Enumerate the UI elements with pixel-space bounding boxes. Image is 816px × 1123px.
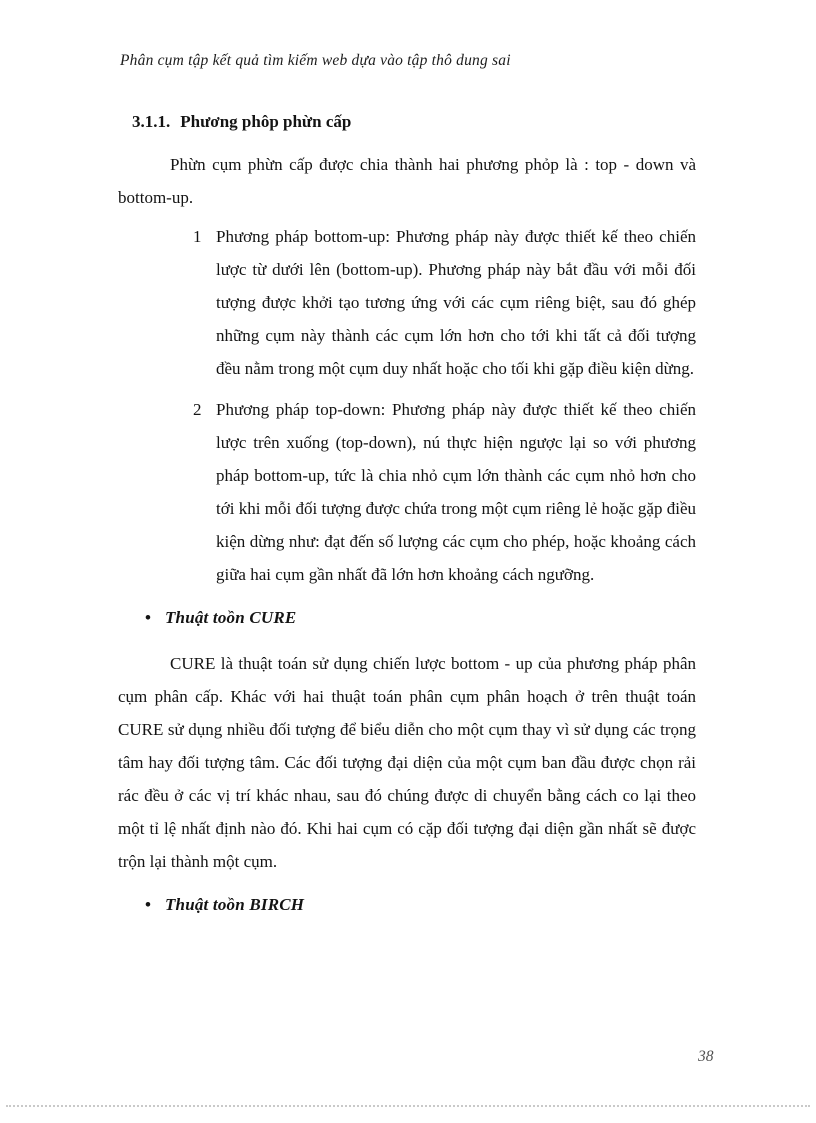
bullet-item (145, 605, 696, 631)
list-item-text: Phương pháp bottom-up: Phương pháp này được thiết kế theo chiến lược từ dưới lên (bottom-up). Phương pháp này bắt đầu với mỗi đối tượng được khởi tạo tương ứng với các cụm riêng biệt, sau đó ghép những cụm này thành các cụm lớn hơn cho tới khi tất cả đối tượng đều nằm trong một cụm duy nhất hoặc cho tối khi gặp điều kiện dừng. (216, 227, 696, 378)
bullet-icon: • (145, 608, 151, 627)
bullet-label: Thuật toồn CURE (164, 608, 297, 627)
list-item-number: 2 (193, 400, 202, 419)
section-number: 3.1.1. (132, 112, 171, 131)
list-item-text: Phương pháp top-down: Phương pháp này được thiết kế theo chiến lược trên xuống (top-down), nú thực hiện ngược lại so với phương pháp bottom-up, tức là chia nhỏ cụm lớn thành các cụm nhỏ hơn cho tới khi mỗi đối tượng được chứa trong một cụm riêng lẻ hoặc gặp điều kiện dừng như: đạt đến số lượng các cụm cho phép, hoặc khoảng cách giữa hai cụm gần nhất đã lớn hơn khoảng cách ngưỡng. (216, 400, 696, 584)
list-item-number: 1 (193, 227, 202, 246)
section-heading (132, 112, 696, 132)
list-item (193, 393, 696, 591)
running-header: Phân cụm tập kết quả tìm kiếm web dựa vào tập thô dung sai (120, 52, 511, 69)
page-content (118, 112, 696, 934)
bullet-item (145, 892, 696, 918)
page-number: 38 (698, 1048, 714, 1065)
list-item (193, 220, 696, 385)
bottom-dotted-rule (6, 1105, 810, 1107)
section-title: Phương phôp phừn cấp (180, 112, 352, 131)
bullet-icon: • (145, 895, 151, 914)
bullet-label: Thuật toồn BIRCH (164, 895, 305, 914)
cure-paragraph: CURE là thuật toán sử dụng chiến lược bottom - up của phương pháp phân cụm phân cấp. Khác với hai thuật toán phân cụm phân hoạch ở trên thuật toán CURE sử dụng nhiều đối tượng để biểu diễn cho một cụm thay vì sử dụng các trọng tâm hay đối tượng tâm. Các đối tượng đại diện của một cụm ban đầu được chọn rải rác đều ở các vị trí khác nhau, sau đó chúng được di chuyển bằng cách co lại theo một tỉ lệ nhất định nào đó. Khi hai cụm có cặp đối tượng đại diện gần nhất sẽ được trộn lại thành một cụm. (118, 654, 696, 871)
intro-paragraph: Phừn cụm phừn cấp được chia thành hai phương phỏp là : top - down và bottom-up. (118, 155, 696, 207)
